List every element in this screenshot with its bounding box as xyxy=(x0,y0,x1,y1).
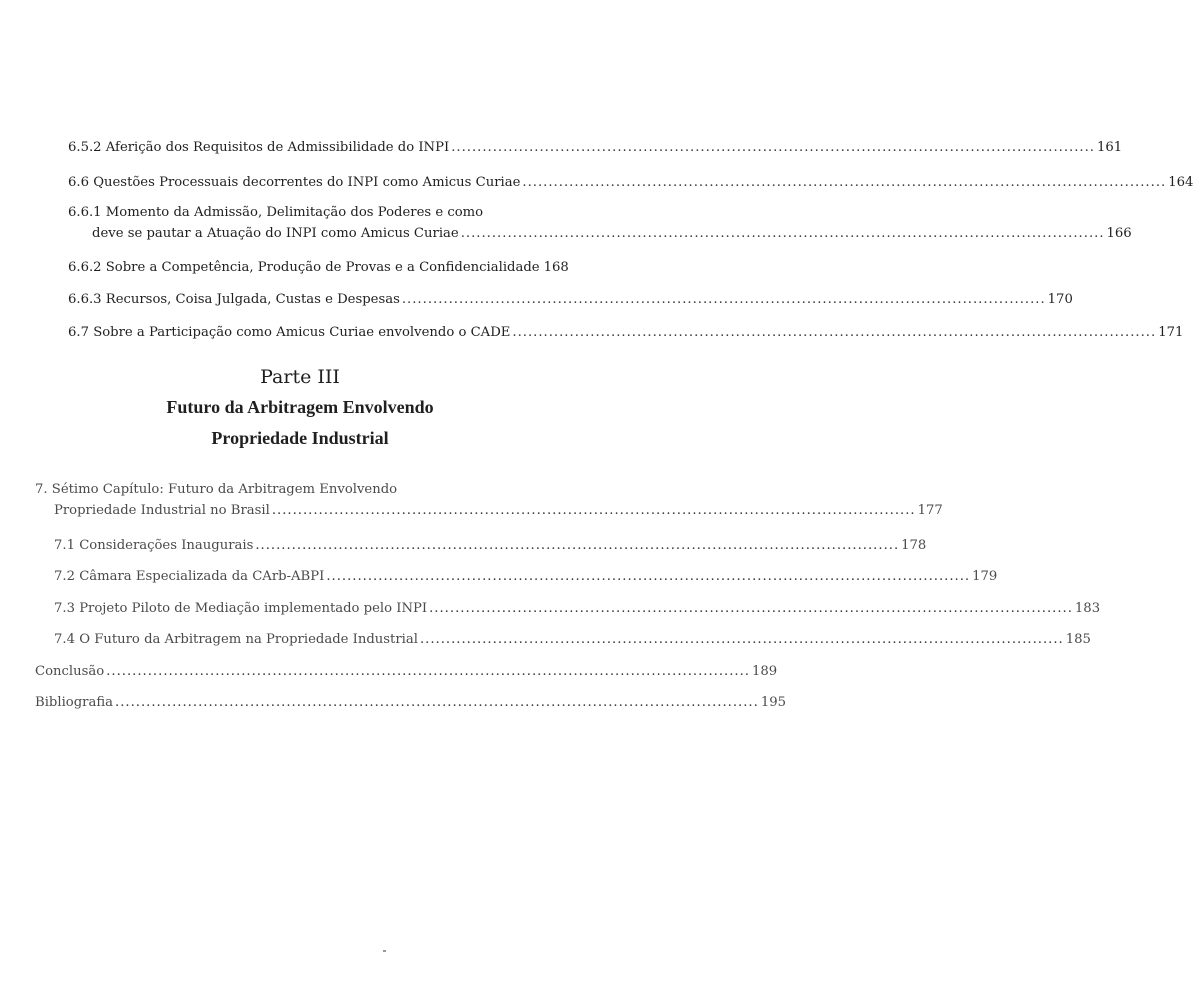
toc-entry-page: 177 xyxy=(917,503,943,518)
toc-entry-title: Conclusão xyxy=(35,664,105,679)
toc-entry-7: 7. Sétimo Capítulo: Futuro da Arbitragem Envolvendo Propriedade Industrial no Brasil ............................................................................................................................ 177 xyxy=(35,482,943,518)
scan-speck xyxy=(383,950,386,952)
part-subtitle-line2: Propriedade Industrial xyxy=(211,428,389,448)
toc-entry-page: 185 xyxy=(1065,632,1091,647)
toc-entry-number: 6.6.1 xyxy=(68,205,102,220)
toc-entry-number: 6.7 xyxy=(68,325,89,340)
toc-entry-title-line1: Momento da Admissão, Delimitação dos Poderes e como xyxy=(105,205,484,220)
toc-entry-page: 170 xyxy=(1047,292,1073,307)
toc-entry-page: 171 xyxy=(1158,325,1184,340)
toc-entry-title: Sobre a Competência, Produção de Provas e a Confidencialidade xyxy=(105,260,540,275)
toc-entry-title: Sobre a Participação como Amicus Curiae envolvendo o CADE xyxy=(93,325,511,340)
toc-entry-bibliografia: Bibliografia ............................................................................................................................ 195 xyxy=(35,695,786,710)
toc-entry-number: 7. xyxy=(35,482,48,497)
toc-entry-number: 6.6 xyxy=(68,175,89,190)
toc-entry-page: 164 xyxy=(1168,175,1193,190)
toc-entry-7-2: 7.2 Câmara Especializada da CArb-ABPI ............................................................................................................................ 179 xyxy=(54,569,998,584)
toc-entry-6-6-1: 6.6.1 Momento da Admissão, Delimitação dos Poderes e como deve se pautar a Atuação do INPI como Amicus Curiae ............................................................................................................................ 166 xyxy=(68,205,1132,241)
toc-entry-page: 183 xyxy=(1074,601,1101,616)
toc-entry-6-7: 6.7 Sobre a Participação como Amicus Curiae envolvendo o CADE ............................................................................................................................ 171 xyxy=(68,325,1184,340)
toc-entry-number: 7.4 xyxy=(54,632,75,647)
toc-entry-title: Considerações Inaugurais xyxy=(79,538,254,553)
toc-entry-conclusao: Conclusão ............................................................................................................................ 189 xyxy=(35,664,778,679)
toc-entry-title-line2: deve se pautar a Atuação do INPI como Amicus Curiae xyxy=(92,226,459,241)
toc-entry-number: 7.2 xyxy=(54,569,75,584)
toc-entry-title: Recursos, Coisa Julgada, Custas e Despesas xyxy=(105,292,400,307)
toc-entry-number: 6.6.2 xyxy=(68,260,102,275)
toc-entry-title: Questões Processuais decorrentes do INPI como Amicus Curiae xyxy=(93,175,521,190)
toc-entry-page: 166 xyxy=(1106,226,1132,241)
toc-entry-number: 6.6.3 xyxy=(68,292,102,307)
toc-entry-title: Aferição dos Requisitos de Admissibilidade do INPI xyxy=(105,140,450,155)
toc-entry-page: 189 xyxy=(752,664,778,679)
toc-entry-title-line2: Propriedade Industrial no Brasil xyxy=(54,503,270,518)
toc-entry-6-6-3: 6.6.3 Recursos, Coisa Julgada, Custas e Despesas ............................................................................................................................ 170 xyxy=(68,292,1073,307)
toc-entry-number: 6.5.2 xyxy=(68,140,102,155)
toc-entry-page: 168 xyxy=(543,260,569,275)
toc-entry-page: 161 xyxy=(1097,140,1123,155)
toc-entry-7-4: 7.4 O Futuro da Arbitragem na Propriedade Industrial ............................................................................................................................ 185 xyxy=(54,632,1091,647)
toc-entry-number: 7.3 xyxy=(54,601,75,616)
toc-entry-number: 7.1 xyxy=(54,538,75,553)
part-subtitle-line1: Futuro da Arbitragem Envolvendo xyxy=(166,397,434,417)
toc-entry-title: O Futuro da Arbitragem na Propriedade Industrial xyxy=(79,632,418,647)
toc-entry-title: Câmara Especializada da CArb-ABPI xyxy=(79,569,325,584)
part-heading: Parte III xyxy=(260,366,340,388)
toc-entry-6-6: 6.6 Questões Processuais decorrentes do INPI como Amicus Curiae ............................................................................................................................ 164 xyxy=(68,175,1193,190)
toc-entry-page: 179 xyxy=(972,569,998,584)
toc-entry-7-3: 7.3 Projeto Piloto de Mediação implementado pelo INPI ............................................................................................................................ 183 xyxy=(54,601,1101,616)
toc-entry-6-6-2 xyxy=(68,259,568,277)
toc-entry-title: Bibliografia xyxy=(35,695,113,710)
toc-entry-page: 195 xyxy=(760,695,786,710)
toc-entry-title-line1: Sétimo Capítulo: Futuro da Arbitragem Envolvendo xyxy=(51,482,398,497)
toc-entry-6-5-2: 6.5.2 Aferição dos Requisitos de Admissibilidade do INPI ............................................................................................................................ 161 xyxy=(68,140,1123,155)
toc-entry-page: 178 xyxy=(901,538,927,553)
toc-entry-7-1: 7.1 Considerações Inaugurais ............................................................................................................................ 178 xyxy=(54,538,927,553)
toc-entry-title: Projeto Piloto de Mediação implementado pelo INPI xyxy=(79,601,428,616)
